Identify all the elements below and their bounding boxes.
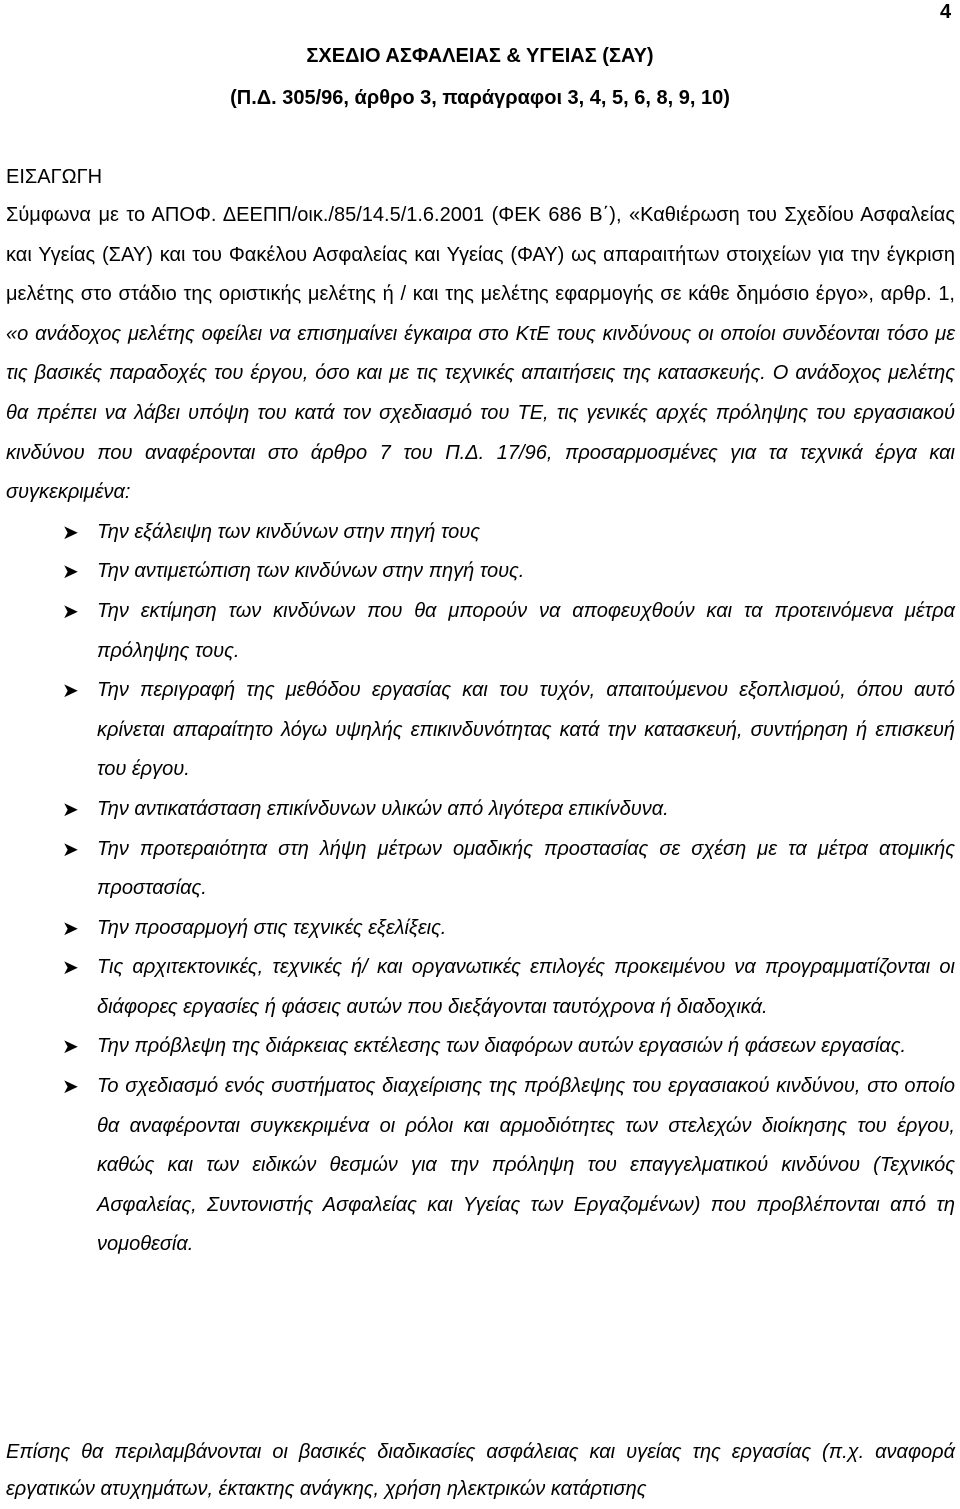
document-title: ΣΧΕΔΙΟ ΑΣΦΑΛΕΙΑΣ & ΥΓΕΙΑΣ (ΣΑΥ)	[306, 45, 654, 67]
document-subtitle: (Π.Δ. 305/96, άρθρο 3, παράγραφοι 3, 4, 5, 6, 8, 9, 10)	[230, 87, 730, 109]
list-item	[6, 592, 955, 671]
arrowhead-bullet-icon: ➤	[62, 598, 79, 623]
arrowhead-bullet-icon: ➤	[62, 559, 79, 584]
arrowhead-bullet-icon: ➤	[62, 955, 79, 980]
list-item-text: Την εκτίμηση των κινδύνων που θα μπορούν να αποφευχθούν και τα προτεινόμενα μέτρα πρόληψης τους.	[97, 599, 955, 662]
intro-paragraph	[6, 196, 955, 513]
list-item	[6, 671, 955, 790]
arrowhead-bullet-icon: ➤	[62, 1034, 79, 1059]
page-number: 4	[940, 1, 952, 23]
list-item-text: Τις αρχιτεκτονικές, τεχνικές ή/ και οργανωτικές επιλογές προκειμένου να προγραμματίζονται οι διάφορες εργασίες ή φάσεις αυτών που διεξάγονται ταυτόχρονα ή διαδοχικά.	[97, 956, 955, 1018]
list-item-text: Την αντιμετώπιση των κινδύνων στην πηγή τους.	[97, 560, 525, 583]
arrowhead-bullet-icon: ➤	[62, 519, 79, 544]
list-item	[6, 513, 955, 553]
closing-paragraph	[6, 1434, 955, 1508]
list-item-text: Την προσαρμογή στις τεχνικές εξελίξεις.	[97, 916, 447, 939]
section-heading: ΕΙΣΑΓΩΓΗ	[6, 166, 103, 188]
closing-text: Επίσης θα περιλαμβάνονται οι βασικές διαδικασίες ασφάλειας και υγείας της εργασίας (π.χ. αναφορά εργατικών ατυχημάτων, έκτακτης ανάγκης, χρήση ηλεκτρικών κατάρτισης	[6, 1441, 955, 1500]
list-item-text: Την εξάλειψη των κινδύνων στην πηγή τους	[97, 520, 480, 543]
arrowhead-bullet-icon: ➤	[62, 1074, 79, 1099]
list-item-text: Την αντικατάσταση επικίνδυνων υλικών από λιγότερα επικίνδυνα.	[97, 797, 669, 820]
list-item-text: Την περιγραφή της μεθόδου εργασίας και του τυχόν, απαιτούμενου εξοπλισμού, όπου αυτό κρίνεται απαραίτητο λόγω υψηλής επικινδυνότητας κατά την κατασκευή, συντήρηση ή επισκευή του έργου.	[97, 679, 955, 781]
list-item-text: Το σχεδιασμό ενός συστήματος διαχείρισης της πρόβλεψης του εργασιακού κινδύνου, στο οποίο θα αναφέρονται συγκεκριμένα οι ρόλοι και αρμοδιότητες των στελεχών διοίκησης του έργου, καθώς και των ειδικών θεσμών για την πρόληψη του επαγγελματικού κινδύνου (Τεχνικός Ασφαλείας, Συντονιστής Ασφαλείας και Υγείας των Εργαζομένων) που προβλέπονται από τη νομοθεσία.	[97, 1075, 955, 1256]
list-item	[6, 1067, 955, 1265]
list-item-text: Την προτεραιότητα στη λήψη μέτρων ομαδικής προστασίας σε σχέση με τα μέτρα ατομικής προστασίας.	[97, 837, 955, 900]
list-item-text: Την πρόβλεψη της διάρκειας εκτέλεσης των διαφόρων αυτών εργασιών ή φάσεων εργασίας.	[97, 1035, 906, 1058]
document-body	[6, 196, 955, 1265]
arrowhead-bullet-icon: ➤	[62, 796, 79, 821]
arrowhead-bullet-icon: ➤	[62, 836, 79, 861]
arrowhead-bullet-icon: ➤	[62, 915, 79, 940]
list-item	[6, 830, 955, 909]
intro-normal-text: Σύμφωνα με το ΑΠΟΦ. ΔΕΕΠΠ/οικ./85/14.5/1.6.2001 (ΦΕΚ 686 Β΄), «Καθιέρωση του Σχεδίου Ασφαλείας και Υγείας (ΣΑΥ) και του Φακέλου Ασφαλείας και Υγείας (ΦΑΥ) ως απαραιτήτων στοιχείων για την έγκριση μελέτης στο στάδιο της οριστικής μελέτης ή / και της μελέτης εφαρμογής σε κάθε δημόσιο έργο», αρθρ. 1,	[6, 204, 955, 306]
list-item	[6, 552, 955, 592]
intro-italic-text: «ο ανάδοχος μελέτης οφείλει να επισημαίνει έγκαιρα στο ΚτΕ τους κινδύνους οι οποίοι συνδέονται τόσο με τις βασικές παραδοχές του έργου, όσο και με τις τεχνικές απαιτήσεις της κατασκευής. Ο ανάδοχος μελέτης θα πρέπει να λάβει υπόψη του κατά τον σχεδιασμό του ΤΕ, τις γενικές αρχές πρόληψης του εργασιακού κινδύνου που αναφέρονται στο άρθρο 7 του Π.Δ. 17/96, προσαρμοσμένες για τα τεχνικά έργα και συγκεκριμένα:	[6, 322, 955, 504]
list-item	[6, 1027, 955, 1067]
list-item	[6, 909, 955, 949]
list-item	[6, 948, 955, 1027]
list-item	[6, 790, 955, 830]
principles-list	[6, 513, 955, 1265]
arrowhead-bullet-icon: ➤	[62, 678, 79, 703]
